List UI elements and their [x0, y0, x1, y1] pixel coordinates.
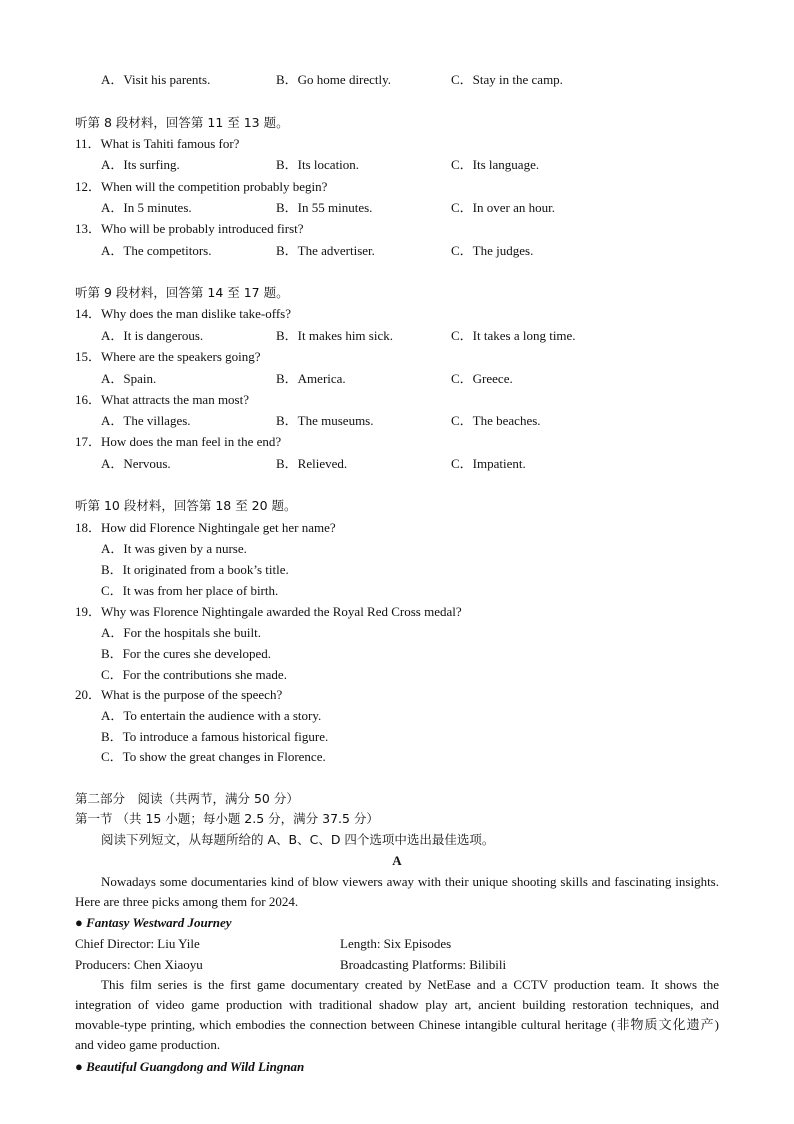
passage-title: A	[392, 853, 402, 868]
q20-option-c: C．To show the great changes in Florence.	[101, 749, 326, 764]
q11-option-a: A．Its surfing.	[101, 157, 180, 172]
q17-option-c: C．Impatient.	[451, 456, 526, 471]
item1-length: Length: Six Episodes	[340, 936, 452, 951]
q11-option-c: C．Its language.	[451, 157, 540, 172]
q12-option-c: C．In over an hour.	[451, 200, 555, 215]
q19-option-c: C．For the contributions she made.	[101, 667, 287, 682]
q13-option-a: A．The competitors.	[101, 243, 212, 258]
question-19: 19．Why was Florence Nightingale awarded the Royal Red Cross medal?	[75, 604, 462, 619]
item2-heading	[75, 1058, 304, 1075]
section10-header: 听第 10 段材料，回答第 18 至 20 题。	[75, 498, 297, 513]
q12-option-b: B．In 55 minutes.	[276, 200, 373, 215]
question-16: 16．What attracts the man most?	[75, 392, 250, 407]
q20-option-b: B．To introduce a famous historical figure.	[101, 729, 329, 744]
q20-option-a: A．To entertain the audience with a story.	[101, 708, 322, 723]
q14-option-b: B．It makes him sick.	[276, 328, 393, 343]
q10-option-c: C．Stay in the camp.	[451, 72, 563, 87]
question-13: 13．Who will be probably introduced first?	[75, 221, 304, 236]
q16-option-c: C．The beaches.	[451, 413, 541, 428]
part2-header: 第二部分 阅读（共两节，满分 50 分）	[75, 791, 299, 806]
q14-option-c: C．It takes a long time.	[451, 328, 576, 343]
q10-option-a: A．Visit his parents.	[101, 72, 211, 87]
q17-option-a: A．Nervous.	[101, 456, 171, 471]
item2-title: Beautiful Guangdong and Wild Lingnan	[86, 1059, 305, 1074]
q18-option-a: A．It was given by a nurse.	[101, 541, 247, 556]
item1-chief-director: Chief Director: Liu Yile	[75, 936, 200, 951]
q13-option-b: B．The advertiser.	[276, 243, 375, 258]
q18-option-c: C．It was from her place of birth.	[101, 583, 279, 598]
bullet-icon: ●	[75, 1059, 83, 1074]
section8-header: 听第 8 段材料，回答第 11 至 13 题。	[75, 115, 289, 130]
item1-title: Fantasy Westward Journey	[86, 915, 232, 930]
reading-instruction: 阅读下列短文，从每题所给的 A、B、C、D 四个选项中选出最佳选项。	[101, 832, 495, 847]
q11-option-b: B．Its location.	[276, 157, 360, 172]
part2-section1-header: 第一节 （共 15 小题；每小题 2.5 分，满分 37.5 分）	[75, 811, 379, 826]
question-18: 18．How did Florence Nightingale get her name?	[75, 520, 336, 535]
q19-option-a: A．For the hospitals she built.	[101, 625, 261, 640]
item1-producers: Producers: Chen Xiaoyu	[75, 957, 203, 972]
q14-option-a: A．It is dangerous.	[101, 328, 204, 343]
q10-option-b: B．Go home directly.	[276, 72, 392, 87]
question-15: 15．Where are the speakers going?	[75, 349, 261, 364]
question-17: 17．How does the man feel in the end?	[75, 434, 282, 449]
q16-option-a: A．The villages.	[101, 413, 191, 428]
q13-option-c: C．The judges.	[451, 243, 534, 258]
item1-platforms: Broadcasting Platforms: Bilibili	[340, 957, 507, 972]
question-14: 14．Why does the man dislike take-offs?	[75, 306, 292, 321]
passage-intro: Nowadays some documentaries kind of blow viewers away with their unique shooting skills and fascinating insights. Here are three picks among them for 2024.	[75, 874, 719, 909]
bullet-icon: ●	[75, 915, 83, 930]
question-20: 20．What is the purpose of the speech?	[75, 687, 283, 702]
q15-option-b: B．America.	[276, 371, 346, 386]
item1-heading	[75, 914, 232, 931]
section9-header: 听第 9 段材料，回答第 14 至 17 题。	[75, 285, 289, 300]
q18-option-b: B．It originated from a book’s title.	[101, 562, 289, 577]
question-11: 11．What is Tahiti famous for?	[75, 136, 240, 151]
item1-description: This film series is the first game documentary created by NetEase and a CCTV production team. It shows the integration of video game production with traditional shadow play art, ancient building restoration techniques, and movable-type printing, which embodies the connection between Chinese intangible cultural heritage (非物质文化遗产) and video game production.	[75, 977, 719, 1052]
q19-option-b: B．For the cures she developed.	[101, 646, 272, 661]
q17-option-b: B．Relieved.	[276, 456, 348, 471]
q12-option-a: A．In 5 minutes.	[101, 200, 192, 215]
q16-option-b: B．The museums.	[276, 413, 374, 428]
q15-option-c: C．Greece.	[451, 371, 513, 386]
question-12: 12．When will the competition probably begin?	[75, 179, 328, 194]
q15-option-a: A．Spain.	[101, 371, 157, 386]
